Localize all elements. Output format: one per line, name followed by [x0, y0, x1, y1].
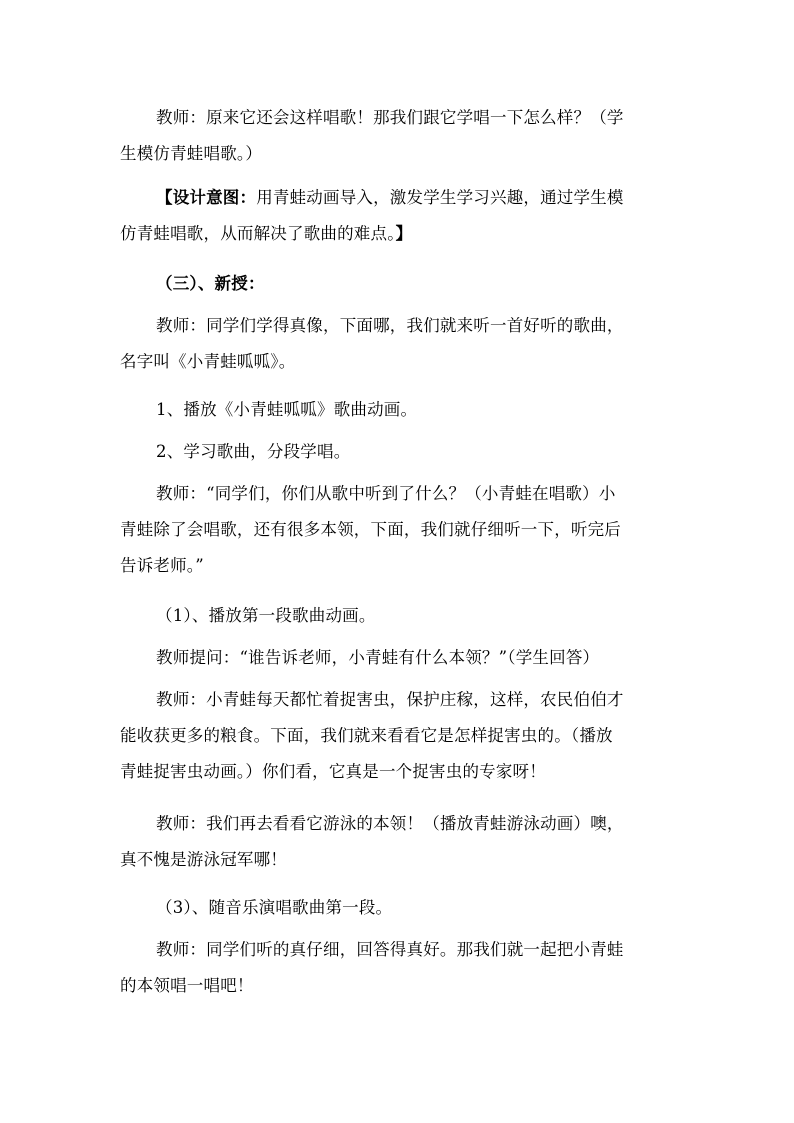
paragraph-line: 教师：同学们学得真像，下面哪，我们就来听一首好听的歌曲，	[156, 316, 624, 335]
paragraph-design-intent	[120, 180, 680, 252]
paragraph-line: 教师：同学们听的真仔细，回答得真好。那我们就一起把小青蛙	[156, 940, 624, 959]
paragraph-line: 教师：小青蛙每天都忙着捉害虫，保护庄稼，这样，农民伯伯才	[156, 690, 624, 709]
list-item-play-first-section	[120, 598, 680, 634]
design-intent-label: 【设计意图：	[156, 188, 257, 207]
paragraph-line: 教师：“同学们，你们从歌中听到了什么？（小青蛙在唱歌）小	[156, 484, 616, 503]
paragraph-line	[120, 216, 680, 252]
list-item-sing-first-section	[120, 890, 680, 926]
paragraph-line: 名字叫《小青蛙呱呱》。	[120, 352, 296, 371]
paragraph-line: （1）、播放第一段歌曲动画。	[156, 606, 376, 625]
paragraph-sing-together	[120, 932, 680, 1004]
paragraph-intro-song	[120, 308, 680, 380]
section-heading: （三）、新授：	[156, 274, 265, 293]
list-item-learn-song	[120, 434, 680, 470]
paragraph-catch-pests	[120, 682, 680, 790]
paragraph-teacher-asks	[120, 640, 680, 676]
paragraph-line: 2、学习歌曲，分段学唱。	[156, 442, 351, 461]
paragraph-line: 教师：我们再去看看它游泳的本领！（播放青蛙游泳动画）噢，	[156, 814, 624, 833]
paragraph-line: 的本领唱一唱吧！	[120, 976, 254, 995]
design-intent-close: 】	[395, 224, 413, 243]
paragraph-swimming	[120, 806, 680, 878]
design-intent-text: 用青蛙动画导入，激发学生学习兴趣，通过学生模	[256, 188, 624, 207]
paragraph-line: 教师提问：“谁告诉老师，小青蛙有什么本领？”（学生回答）	[156, 648, 600, 667]
paragraph-line: （3）、随音乐演唱歌曲第一段。	[156, 898, 393, 917]
design-intent-text: 仿青蛙唱歌，从而解决了歌曲的难点。	[120, 224, 396, 243]
section-heading-new-lesson	[120, 266, 680, 302]
paragraph-line: 青蛙捉害虫动画。）你们看，它真是一个捉害虫的专家呀！	[120, 762, 546, 781]
paragraph-line: 青蛙除了会唱歌，还有很多本领，下面，我们就仔细听一下，听完后	[120, 520, 621, 539]
paragraph-teacher-sing	[120, 100, 680, 172]
paragraph-line: 教师：原来它还会这样唱歌！那我们跟它学唱一下怎么样？（学	[156, 108, 624, 127]
paragraph-line: 能收获更多的粮食。下面，我们就来看看它是怎样捉害虫的。（播放	[120, 726, 613, 745]
paragraph-teacher-question	[120, 476, 680, 584]
paragraph-line: 生模仿青蛙唱歌。）	[120, 144, 263, 163]
paragraph-line: 1、播放《小青蛙呱呱》歌曲动画。	[156, 400, 418, 419]
list-item-play-animation	[120, 392, 680, 428]
paragraph-line	[120, 180, 680, 216]
paragraph-line: 告诉老师。”	[120, 556, 204, 575]
paragraph-line: 真不愧是游泳冠军哪！	[120, 850, 287, 869]
